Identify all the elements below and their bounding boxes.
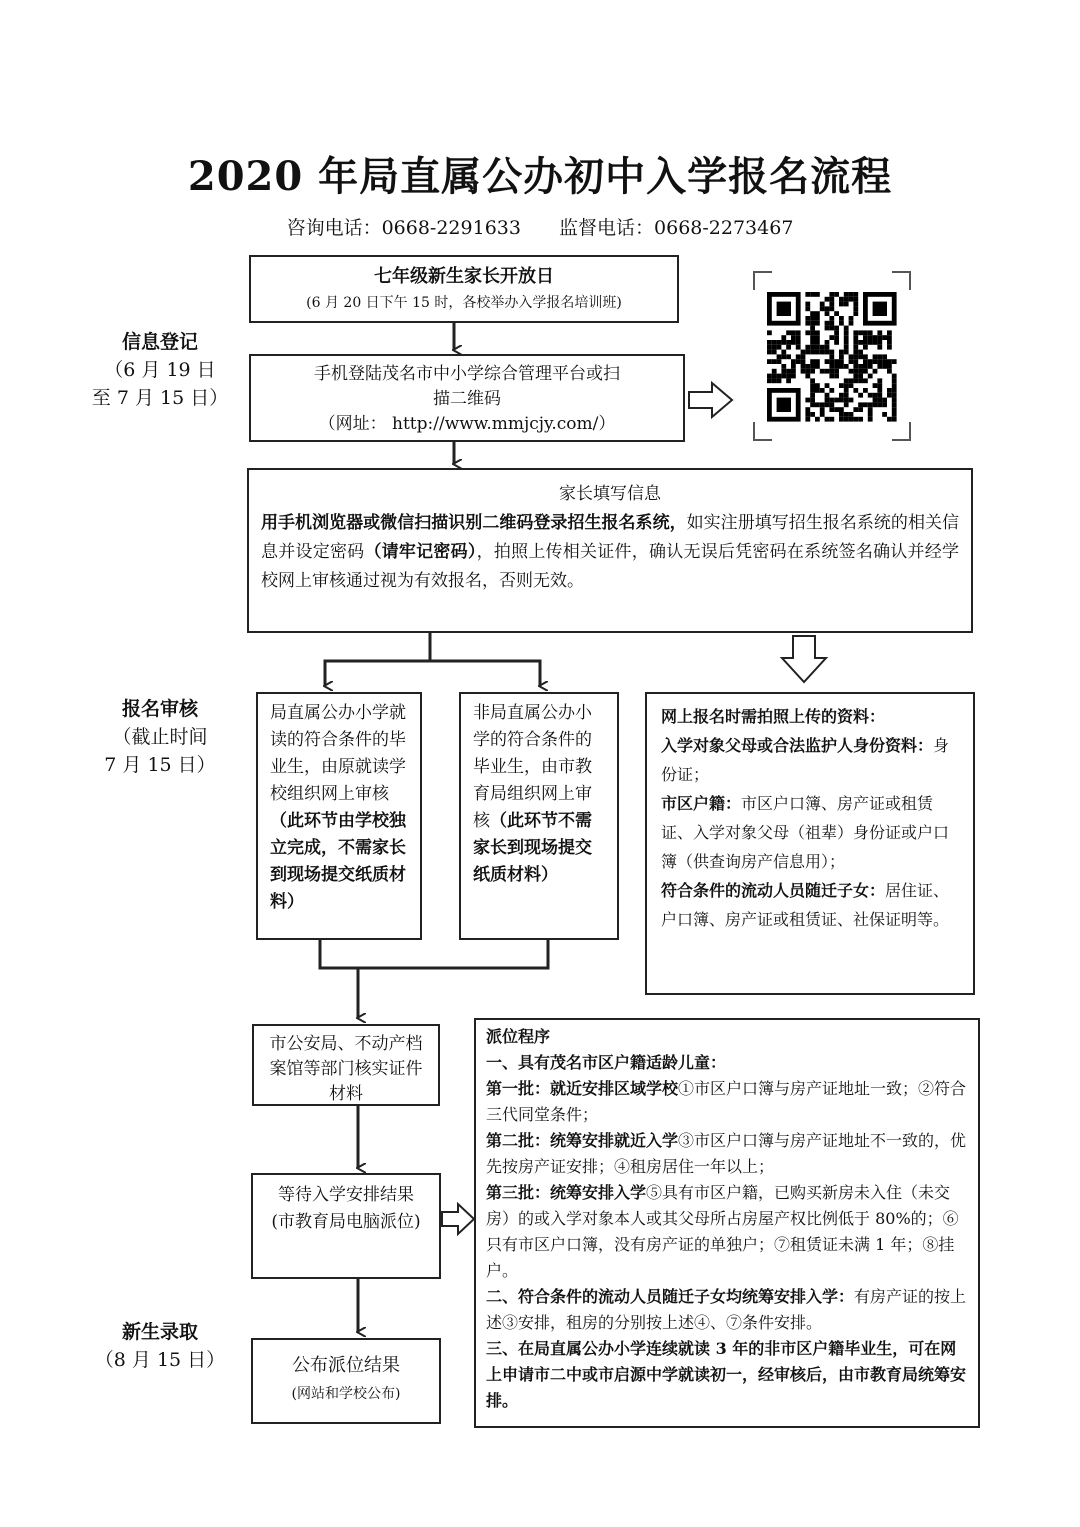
stage-admit-date: （8 月 15 日） xyxy=(94,1349,226,1371)
materials-item-guardian xyxy=(661,731,959,789)
arrow-fill-to-direct xyxy=(325,633,430,686)
open-day-sub: (6 月 20 日下午 15 时，各校举办入学报名培训班) xyxy=(306,295,622,311)
procedure-batch1 xyxy=(486,1076,968,1128)
stage-admit-label: 新生录取 xyxy=(121,1321,198,1343)
fill-info-body xyxy=(261,509,959,596)
stage-register-label: 信息登记 xyxy=(121,331,198,353)
await-line1: 等待入学安排结果 xyxy=(278,1185,414,1205)
materials-guardian-text: 身份证； xyxy=(661,736,950,784)
hollow-arrow-to-procedure xyxy=(442,1204,474,1234)
supervise-phone: 监督电话：0668-2273467 xyxy=(559,217,794,239)
await-result-box xyxy=(251,1173,441,1279)
consult-phone: 咨询电话：0668-2291633 xyxy=(286,217,521,239)
batch1-label: 第一批：就近安排区域学校 xyxy=(486,1079,679,1098)
materials-urban-text: 市区户口簿、房产证或租赁证、入学对象父母（祖辈）身份证或户口簿（供查询房产信息用）； xyxy=(661,794,950,871)
direct-review-text: 局直属公办小学就读的符合条件的毕业生，由原就读学校组织网上审核 xyxy=(270,703,406,804)
arrow-fill-to-nondirect xyxy=(430,661,540,686)
materials-urban-label: 市区户籍： xyxy=(661,794,742,813)
fill-info-text2: ，拍照上传相关证件，确认无误后凭密码在系统签名确认并经学校网上审核通过视为有效报名，否则无效。 xyxy=(261,542,960,591)
nondirect-school-review-box xyxy=(459,692,619,940)
publish-result-box xyxy=(251,1338,441,1424)
batch3-label: 第三批：统筹安排入学 xyxy=(486,1183,647,1202)
join-review-boxes xyxy=(320,940,548,968)
stage-review-date1: （截止时间 xyxy=(112,726,208,748)
fill-info-bold2: （请牢记密码） xyxy=(364,542,477,562)
materials-item-migrant xyxy=(661,876,959,934)
login-url: （网址： http://www.mmjcjy.com/） xyxy=(318,414,616,434)
qr-code-icon xyxy=(752,270,912,442)
upload-materials-box xyxy=(645,692,975,995)
procedure-section2 xyxy=(486,1284,968,1336)
publish-sub: (网站和学校公布) xyxy=(291,1386,401,1402)
stage-review-date2: 7 月 15 日） xyxy=(104,754,216,776)
publish-heading: 公布派位结果 xyxy=(292,1355,400,1376)
nondirect-review-note: （此环节不需家长到现场提交纸质材料） xyxy=(473,811,592,885)
login-box xyxy=(249,354,685,442)
verify-documents-box xyxy=(252,1024,440,1106)
direct-school-review-box xyxy=(256,692,422,940)
fill-info-heading: 家长填写信息 xyxy=(559,484,661,504)
materials-migrant-label: 符合条件的流动人员随迁子女： xyxy=(661,881,886,900)
open-day-box xyxy=(249,255,679,323)
batch2-label: 第二批：统筹安排就近入学 xyxy=(486,1131,679,1150)
hollow-arrow-to-qr xyxy=(689,383,732,417)
procedure-section3: 三、在局直属公办小学连续就读 3 年的非市区户籍毕业生，可在网上申请市二中或市启源中学就读初一，经审核后，由市教育局统筹安排。 xyxy=(486,1339,967,1410)
procedure-batch3 xyxy=(486,1180,968,1284)
stage-register-date2: 至 7 月 15 日） xyxy=(91,387,229,409)
batch2-text: ③市区户口簿与房产证地址不一致的，优先按房产证安排；④租房居住一年以上； xyxy=(486,1131,967,1176)
fill-info-box xyxy=(247,468,973,633)
login-line2: 描二维码 xyxy=(433,389,501,409)
page-title: 2020 年局直属公办初中入学报名流程 xyxy=(187,153,893,200)
section2-label: 二、符合条件的流动人员随迁子女均统筹安排入学： xyxy=(486,1287,855,1306)
direct-review-note: （此环节由学校独立完成，不需家长到现场提交纸质材料） xyxy=(270,811,406,912)
qr-code xyxy=(752,270,912,442)
batch3-text: ⑤具有市区户籍，已购买新房未入住（未交房）的或入学对象本人或其父母所占房屋产权比例低于 80%的；⑥只有市区户口簿，没有房产证的单独户；⑦租赁证未满 1 年；⑧挂户。 xyxy=(486,1183,959,1280)
materials-heading: 网上报名时需拍照上传的资料： xyxy=(661,707,886,726)
hollow-arrow-to-materials xyxy=(782,636,826,682)
batch1-text: ①市区户口簿与房产证地址一致；②符合三代同堂条件； xyxy=(486,1079,967,1124)
stage-register-date1: （6 月 19 日 xyxy=(104,359,216,381)
materials-migrant-text: 居住证、户口簿、房产证或租赁证、社保证明等。 xyxy=(661,881,950,929)
section2-text: 有房产证的按上述③安排，租房的分别按上述④、⑦条件安排。 xyxy=(486,1287,967,1332)
materials-item-urban xyxy=(661,789,959,876)
open-day-heading: 七年级新生家长开放日 xyxy=(374,266,554,287)
login-line1: 手机登陆茂名市中小学综合管理平台或扫 xyxy=(314,364,620,384)
await-line2: (市教育局电脑派位) xyxy=(271,1212,421,1232)
nondirect-review-text: 非局直属公办小学的符合条件的毕业生，由市教育局组织网上审核 xyxy=(473,703,592,831)
stage-review-label: 报名审核 xyxy=(121,698,198,720)
procedure-batch2 xyxy=(486,1128,968,1180)
materials-guardian-label: 入学对象父母或合法监护人身份资料： xyxy=(661,736,934,755)
verify-text: 市公安局、不动产档案馆等部门核实证件材料 xyxy=(269,1034,423,1104)
allocation-procedure-box xyxy=(474,1018,980,1428)
fill-info-text1: 如实注册填写招生报名系统的相关信息并设定密码 xyxy=(261,513,959,562)
procedure-heading: 派位程序 xyxy=(486,1027,551,1046)
procedure-section1: 一、具有茂名市区户籍适龄儿童： xyxy=(486,1053,727,1072)
fill-info-bold1: 用手机浏览器或微信扫描识别二维码登录招生报名系统， xyxy=(261,513,687,533)
